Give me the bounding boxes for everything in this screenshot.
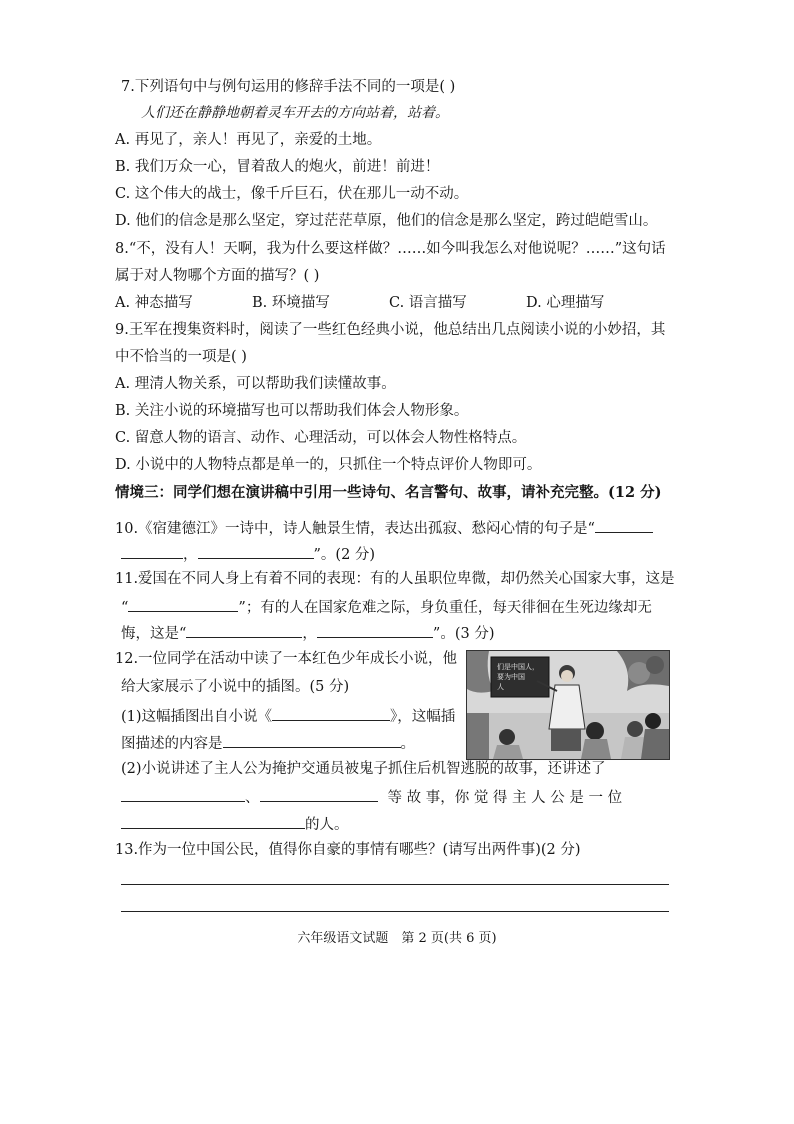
q11-answer-blank-1[interactable] bbox=[128, 596, 238, 612]
q10-stem: 10.《宿建德江》一诗中，诗人触景生情，表达出孤寂、愁闷心情的句子是“ bbox=[115, 521, 595, 537]
q9-stem-line1: 9.王军在搜集资料时，阅读了一些红色经典小说，他总结出几点阅读小说的小妙招，其 bbox=[115, 322, 666, 338]
q10-answer-blank-1b[interactable] bbox=[121, 543, 183, 559]
q12-part2-end: 的人。 bbox=[305, 817, 349, 833]
q11-line3-text: 悔，这是“ bbox=[121, 626, 187, 642]
q13-answer-line-2[interactable] bbox=[121, 911, 669, 912]
q12-stem-line2: 给大家展示了小说中的插图。(5 分) bbox=[121, 679, 350, 695]
q12-part1-period: 。 bbox=[400, 736, 415, 752]
q10-answer-blank-2[interactable] bbox=[198, 543, 314, 559]
q11-line2 bbox=[121, 596, 652, 618]
novel-illustration bbox=[466, 650, 670, 760]
q8-option-d: D. 心理描写 bbox=[526, 295, 605, 311]
q10-comma: ， bbox=[183, 547, 198, 563]
q9-option-b: B. 关注小说的环境描写也可以帮助我们体会人物形象。 bbox=[115, 403, 469, 419]
page-footer: 六年级语文试题 第 2 页(共 6 页) bbox=[297, 931, 497, 946]
q12-story-blank-1[interactable] bbox=[121, 786, 245, 802]
q11-answer-blank-2[interactable] bbox=[186, 622, 302, 638]
q12-part2-mid-text: 等 故 事，你 觉 得 主 人 公 是 一 位 bbox=[387, 790, 623, 806]
q12-part2-line3 bbox=[121, 813, 349, 835]
q7-option-d: D. 他们的信念是那么坚定，穿过茫茫草原，他们的信念是那么坚定，跨过皑皑雪山。 bbox=[115, 213, 658, 229]
q11-comma: ， bbox=[302, 626, 317, 642]
q12-part1-prefix: (1)这幅插图出自小说《 bbox=[121, 709, 273, 725]
blackboard-text-line2: 要为中国 bbox=[497, 673, 525, 681]
q11-close: ”。(3 分) bbox=[432, 626, 495, 642]
q8-stem-line2: 属于对人物哪个方面的描写？( ) bbox=[115, 268, 320, 284]
q12-part1-line1 bbox=[121, 705, 455, 727]
q7-option-a: A. 再见了，亲人！再见了，亲爱的土地。 bbox=[115, 132, 382, 148]
q7-stem: 7.下列语句中与例句运用的修辞手法不同的一项是( ) bbox=[121, 79, 456, 95]
blackboard-text-line1: 们是中国人， bbox=[497, 663, 539, 671]
q12-story-blank-2[interactable] bbox=[260, 786, 378, 802]
q10-line1 bbox=[115, 517, 653, 539]
blackboard-text-line3: 人 bbox=[497, 683, 504, 691]
q12-part1-line2 bbox=[121, 732, 415, 754]
classroom-illustration-image bbox=[467, 651, 669, 759]
section3-heading: 情境三：同学们想在演讲稿中引用一些诗句、名言警句、故事，请补充完整。(12 分) bbox=[115, 484, 662, 501]
q13-stem: 13.作为一位中国公民，值得你自豪的事情有哪些？(请写出两件事)(2 分) bbox=[115, 842, 581, 858]
q12-stem-line1: 12.一位同学在活动中读了一本红色少年成长小说，他 bbox=[115, 651, 458, 667]
q8-option-a: A. 神态描写 bbox=[115, 295, 193, 311]
q12-part2-line2 bbox=[121, 786, 622, 808]
q8-option-b: B. 环境描写 bbox=[252, 295, 330, 311]
q8-stem-line1: 8.“不，没有人！天啊，我为什么要这样做？……如今叫我怎么对他说呢？……”这句话 bbox=[115, 241, 666, 257]
q12-part2-separator: 、 bbox=[245, 790, 260, 806]
q10-line2 bbox=[121, 543, 375, 565]
q11-line3 bbox=[121, 622, 494, 644]
q8-options bbox=[115, 293, 663, 313]
q7-example-sentence: 人们还在静静地朝着灵车开去的方向站着，站着。 bbox=[141, 105, 449, 121]
q8-option-c: C. 语言描写 bbox=[389, 295, 467, 311]
q12-part1-content-label: 图描述的内容是 bbox=[121, 736, 223, 752]
q12-picture-content-blank[interactable] bbox=[223, 732, 401, 748]
q11-line1: 11.爱国在不同人身上有着不同的表现：有的人虽职位卑微，却仍然关心国家大事，这是 bbox=[115, 571, 675, 587]
q10-answer-blank-1a[interactable] bbox=[595, 517, 653, 533]
q12-part2-line1: (2)小说讲述了主人公为掩护交通员被鬼子抓住后机智逃脱的故事，还讲述了 bbox=[121, 761, 606, 777]
q9-stem-line2: 中不恰当的一项是( ) bbox=[115, 349, 247, 365]
q11-open-quote: “ bbox=[121, 600, 129, 616]
q10-close: ”。(2 分) bbox=[313, 547, 376, 563]
q9-option-c: C. 留意人物的语言、动作、心理活动，可以体会人物性格特点。 bbox=[115, 430, 527, 446]
q12-character-blank[interactable] bbox=[121, 813, 305, 829]
q7-option-b: B. 我们万众一心，冒着敌人的炮火，前进！前进！ bbox=[115, 159, 440, 175]
q9-option-d: D. 小说中的人物特点都是单一的，只抓住一个特点评价人物即可。 bbox=[115, 457, 542, 473]
q13-answer-line-1[interactable] bbox=[121, 884, 669, 885]
q11-mid-text: ”；有的人在国家危难之际，身负重任，每天徘徊在生死边缘却无 bbox=[238, 600, 652, 616]
q7-option-c: C. 这个伟大的战士，像千斤巨石，伏在那儿一动不动。 bbox=[115, 186, 469, 202]
q9-option-a: A. 理清人物关系，可以帮助我们读懂故事。 bbox=[115, 376, 396, 392]
q12-part1-suffix: 》，这幅插 bbox=[390, 709, 456, 725]
q12-book-title-blank[interactable] bbox=[272, 705, 390, 721]
q11-answer-blank-3[interactable] bbox=[317, 622, 433, 638]
